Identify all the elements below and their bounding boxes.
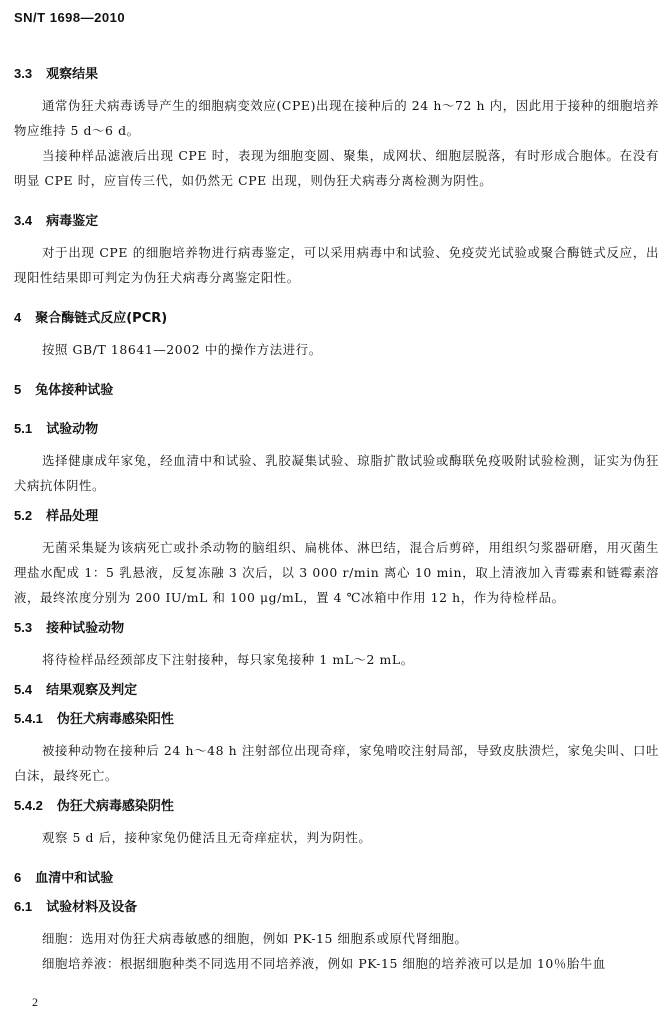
paragraph: 按照 GB/T 18641—2002 中的操作方法进行。 <box>42 342 322 357</box>
paragraph: 细胞培养液：根据细胞种类不同选用不同培养液，例如 PK-15 细胞的培养液可以是加 10％胎牛血 <box>42 956 606 971</box>
paragraph: 通常伪狂犬病毒诱导产生的细胞病变效应(CPE)出现在接种后的 24 h～72 h 内，因此用于接种的细胞培养物应维持 5 d～6 d。 <box>14 98 659 138</box>
document-code-header: SN/T 1698—2010 <box>14 10 126 25</box>
paragraph: 将待检样品经颈部皮下注射接种，每只家兔接种 1 mL～2 mL。 <box>42 652 414 667</box>
section-heading-5-4-2: 5.4.2 伪狂犬病毒感染阴性 <box>14 798 174 814</box>
page-number: 2 <box>32 995 38 1009</box>
section-heading-3-3: 3.3 观察结果 <box>14 66 99 82</box>
section-heading-5-4: 5.4 结果观察及判定 <box>14 682 138 698</box>
paragraph: 无菌采集疑为该病死亡或扑杀动物的脑组织、扁桃体、淋巴结，混合后剪碎，用组织匀浆器研磨，用灭菌生理盐水配成 1：5 乳悬液，反复冻融 3 次后，以 3 000 r/min 离心 10 min，取上清液加入青霉素和链霉素溶液，最终浓度分别为 200 IU/mL 和 100 μg/mL，置 4 ℃冰箱中作用 12 h，作为待检样品。 <box>14 540 659 605</box>
section-heading-6: 6 血清中和试验 <box>14 870 114 886</box>
section-heading-6-1: 6.1 试验材料及设备 <box>14 899 138 915</box>
section-heading-5-2: 5.2 样品处理 <box>14 508 99 524</box>
document-body <box>14 58 659 976</box>
paragraph: 被接种动物在接种后 24 h～48 h 注射部位出现奇痒，家兔啃咬注射局部，导致皮肤溃烂，家兔尖叫、口吐白沫，最终死亡。 <box>14 743 659 783</box>
section-heading-3-4: 3.4 病毒鉴定 <box>14 213 99 229</box>
section-heading-4: 4 聚合酶链式反应(PCR) <box>14 310 168 326</box>
section-heading-5: 5 兔体接种试验 <box>14 382 114 398</box>
paragraph: 对于出现 CPE 的细胞培养物进行病毒鉴定，可以采用病毒中和试验、免疫荧光试验或聚合酶链式反应，出现阳性结果即可判定为伪狂犬病毒分离鉴定阳性。 <box>14 245 659 285</box>
section-heading-5-3: 5.3 接种试验动物 <box>14 620 125 636</box>
section-heading-5-4-1: 5.4.1 伪狂犬病毒感染阳性 <box>14 711 174 727</box>
paragraph: 细胞：选用对伪狂犬病毒敏感的细胞，例如 PK-15 细胞系或原代肾细胞。 <box>42 931 468 946</box>
section-heading-5-1: 5.1 试验动物 <box>14 421 99 437</box>
paragraph: 选择健康成年家兔，经血清中和试验、乳胶凝集试验、琼脂扩散试验或酶联免疫吸附试验检测，证实为伪狂犬病抗体阴性。 <box>14 453 659 493</box>
paragraph: 观察 5 d 后，接种家兔仍健活且无奇痒症状，判为阴性。 <box>42 830 372 845</box>
paragraph: 当接种样品滤液后出现 CPE 时，表现为细胞变圆、聚集，成网状、细胞层脱落，有时形成合胞体。在没有明显 CPE 时，应盲传三代，如仍然无 CPE 出现，则伪狂犬病毒分离检测为阴性。 <box>14 148 659 188</box>
